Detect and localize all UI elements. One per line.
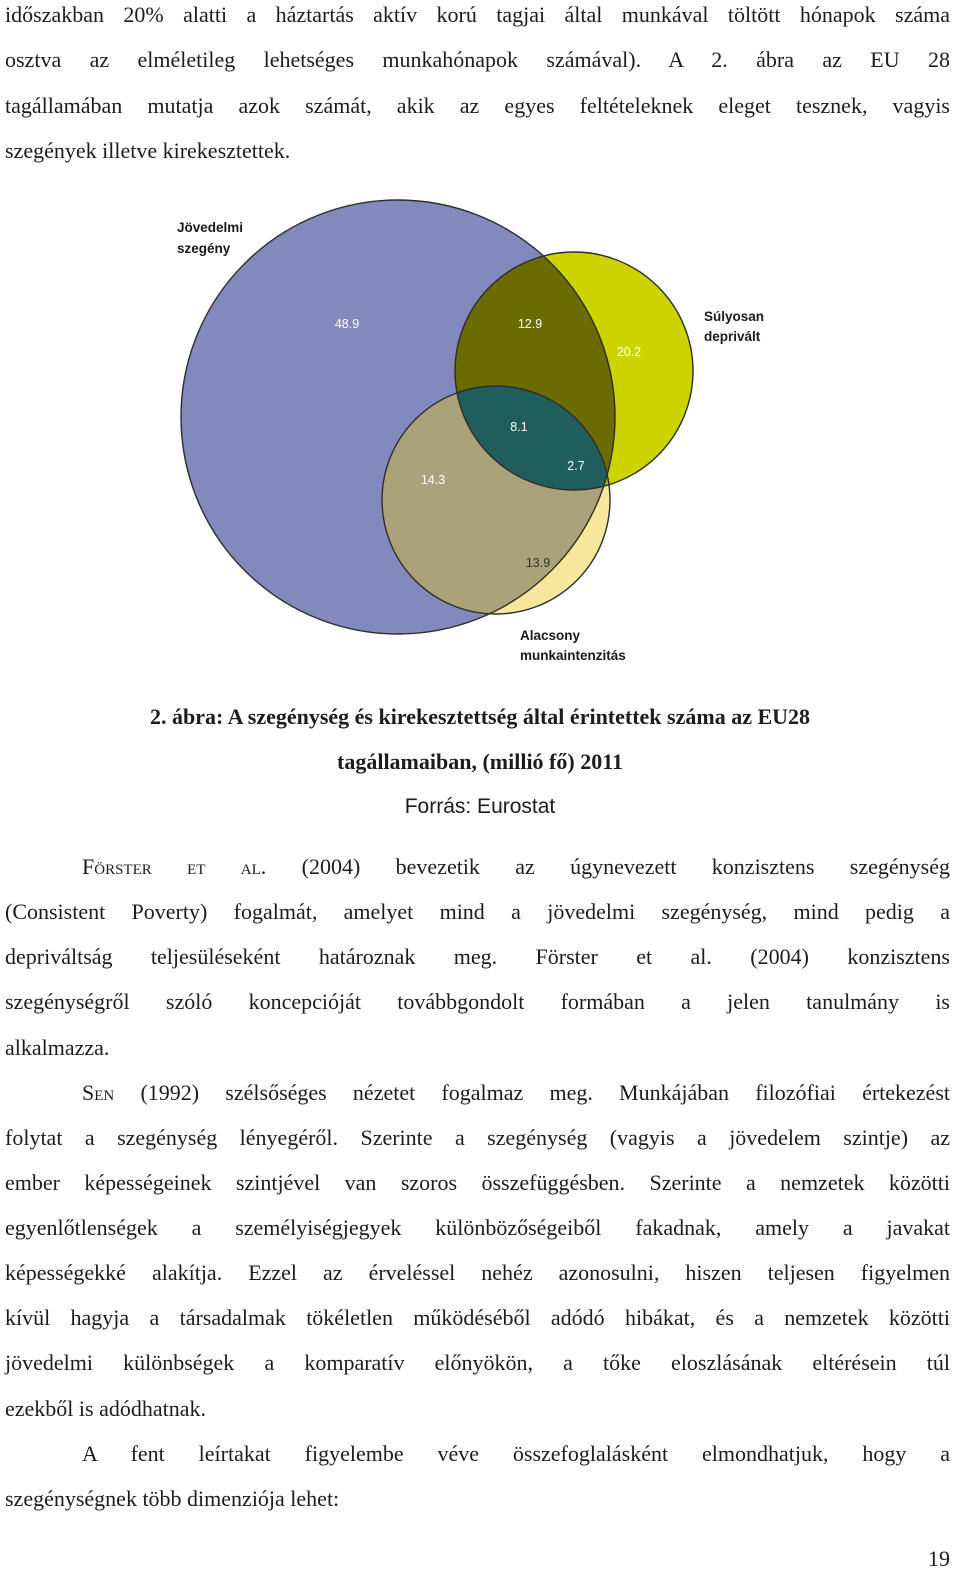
text-line: egyenlőtlenségek a személyiségjegyek különbözőségeiből fakadnak, amely a javakat <box>5 1215 950 1240</box>
text-line <box>82 853 950 881</box>
text-line: A fent leírtakat figyelembe véve összefoglalásként elmondhatjuk, hogy a <box>82 1441 950 1466</box>
text-line: időszakban 20% alatti a háztartás aktív korú tagjai által munkával töltött hónapok száma <box>5 2 950 27</box>
set-deprived-label: Súlyosan <box>704 309 765 324</box>
region-value: 14.3 <box>420 473 446 487</box>
text-line: depriváltság teljesüléseként határoznak meg. Förster et al. (2004) konzisztens <box>5 944 950 969</box>
venn-diagram <box>0 190 960 675</box>
page-number: 19 <box>928 1546 950 1571</box>
text-line: ezekből is adódhatnak. <box>5 1396 206 1421</box>
text-line: szegények illetve kirekesztettek. <box>5 138 291 163</box>
text-line: folytat a szegénység lényegéről. Szerinte a szegénység (vagyis a jövedelem szintje) az <box>5 1125 950 1150</box>
text-line: képességekké alakítja. Ezzel az érveléssel nehéz azonosulni, hiszen teljesen figyelmen <box>5 1260 950 1285</box>
set-work-label: Alacsony <box>520 628 581 643</box>
figure-caption: 2. ábra: A szegénység és kirekesztettség által érintettek száma az EU28 <box>149 704 811 729</box>
region-value: 13.9 <box>525 556 551 570</box>
text-line <box>82 1079 950 1107</box>
text-line: alkalmazza. <box>5 1035 110 1060</box>
figure-source: Forrás: Eurostat <box>404 795 556 818</box>
author-name: Förster et al. <box>82 854 267 879</box>
set-work-label: munkaintenzitás <box>520 648 626 663</box>
text-line: tagállamában mutatja azok számát, akik az egyes feltételeknek eleget tesznek, vagyis <box>5 93 950 118</box>
text-span: (2004) bevezetik az úgynevezett konzisztens szegénység <box>266 854 950 879</box>
text-line: (Consistent Poverty) fogalmát, amelyet mind a jövedelmi szegénység, mind pedig a <box>5 899 950 924</box>
set-income-label: Jövedelmi <box>177 220 244 235</box>
text-line: kívül hagyja a társadalmak tökéletlen működéséből adódó hibákat, és a nemzetek közötti <box>5 1305 950 1330</box>
text-line: jövedelmi különbségek a komparatív előnyökön, a tőke eloszlásának eltérésein túl <box>5 1350 950 1375</box>
region-value: 20.2 <box>616 345 642 359</box>
set-income-label: szegény <box>177 241 231 256</box>
text-line: szegénységről szóló koncepcióját továbbgondolt formában a jelen tanulmány is <box>5 989 950 1014</box>
text-line: ember képességeinek szintjével van szoros összefüggésben. Szerinte a nemzetek közötti <box>5 1170 950 1195</box>
region-value: 12.9 <box>517 317 543 331</box>
region-value: 2.7 <box>567 459 585 473</box>
text-line: osztva az elméletileg lehetséges munkahónapok számával). A 2. ábra az EU 28 <box>5 47 950 72</box>
text-span: (1992) szélsőséges nézetet fogalmaz meg. Munkájában filozófiai értekezést <box>114 1080 950 1105</box>
text-line: szegénységnek több dimenziója lehet: <box>5 1486 340 1511</box>
region-value: 48.9 <box>334 317 360 331</box>
region-value: 8.1 <box>510 420 528 434</box>
author-name: Sen <box>82 1080 115 1105</box>
figure-caption: tagállamaiban, (millió fő) 2011 <box>337 749 623 774</box>
set-deprived-label: deprivált <box>704 329 761 344</box>
